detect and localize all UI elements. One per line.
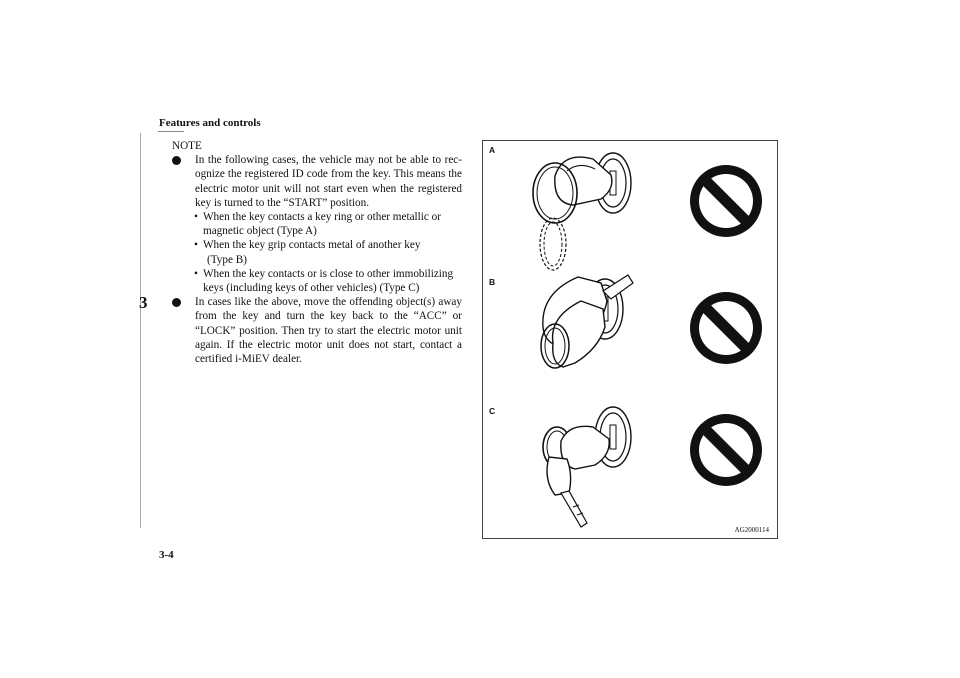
type-c-close-keys-icon: [543, 407, 631, 527]
type-b-two-keys-icon: [541, 275, 633, 368]
section-header: Features and controls: [159, 117, 261, 129]
note-text: [172, 139, 462, 366]
page-number: 3-4: [159, 549, 174, 561]
case-item-b: • When the key grip contacts metal of another key: [194, 239, 421, 252]
figure-label-a: A: [489, 145, 496, 155]
header-rule: [158, 131, 184, 132]
case-c-line2: keys (including keys of other vehicles) (Type C): [203, 282, 420, 295]
bullet-1-text: In the following cases, the vehicle may not be able to rec-ognize the registered ID code from the key. This means the electric motor unit will not start even when the registered key is turned to the “START” position.: [195, 154, 462, 209]
bullet-2-text: In cases like the above, move the offending object(s) away from the key and turn the key back to the “ACC” or “LOCK” position. Then try to start the electric motor unit again. If the electric motor unit does not start, contact a certified i-MiEV dealer.: [195, 296, 462, 366]
type-a-key-ring-icon: [533, 153, 631, 270]
case-b-line1: When the key grip contacts metal of another key: [203, 239, 421, 252]
case-a-line1: When the key contacts a key ring or other metallic or: [203, 211, 441, 224]
figure-label-c: C: [489, 406, 496, 416]
note-bullet-1: [172, 153, 462, 210]
chapter-bar: [140, 133, 141, 528]
case-b-line2: (Type B): [207, 253, 247, 266]
case-c-line1: When the key contacts or is close to other immobilizing: [203, 267, 454, 280]
case-item-c: • When the key contacts or is close to other immobilizing: [194, 267, 454, 280]
figure-code: AG2000114: [734, 526, 769, 534]
chapter-number: 3: [139, 293, 148, 312]
case-item-a: • When the key contacts a key ring or other metallic or: [194, 211, 441, 224]
bullet-icon: [172, 156, 181, 165]
key-illustration: [482, 140, 778, 539]
key-illustration-drawing: [483, 141, 779, 540]
figure-label-b: B: [489, 277, 496, 287]
bullet-icon: [172, 298, 181, 307]
note-bullet-2: [172, 295, 462, 366]
note-title: NOTE: [172, 140, 202, 152]
case-a-line2: magnetic object (Type A): [203, 225, 317, 238]
